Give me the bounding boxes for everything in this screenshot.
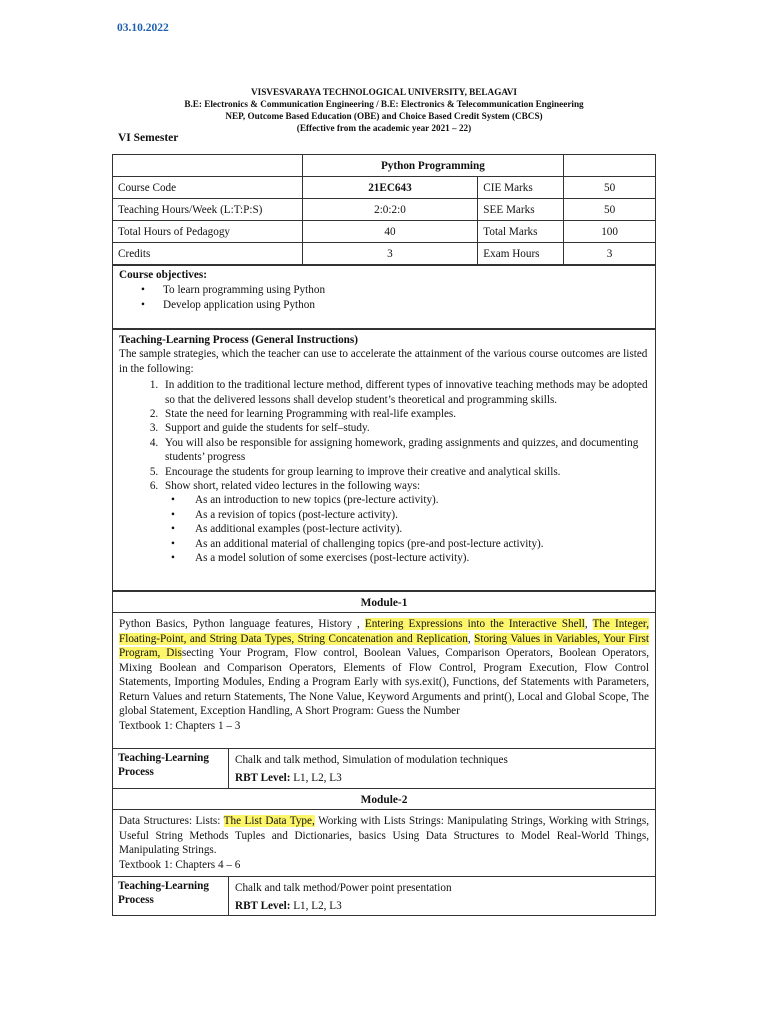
rbt-label: RBT Level: (235, 772, 291, 784)
list-item: 4. You will also be responsible for assigning homework, grading assignments and quizzes, and documenting students’ progress (161, 436, 649, 465)
list-item: • To learn programming using Python (163, 283, 649, 298)
teaching-learning-process (112, 329, 656, 591)
text-span: Working with Lists Strings: Manipulating Strings, Working with Strings, Useful String Methods Tuples and Dictionaries, basics Using Data Structures to Model Real-World Things, Manipulating Strings. (119, 815, 649, 856)
rbt-label: RBT Level: (235, 900, 291, 912)
list-item: 1. In addition to the traditional lecture method, different types of innovative teaching methods may be adopted so that the delivered lessons shall develop student’s theoretical and programming skills. (161, 378, 649, 407)
course-info-table (112, 154, 656, 265)
cell: Exam Hours (478, 243, 564, 265)
tlp-intro: The sample strategies, which the teacher can use to accelerate the attainment of the various course outcomes are listed in the following: (119, 348, 648, 375)
highlighted-text: Storing Values in Variables, Your First Program, Dis (119, 632, 650, 659)
table-row (113, 199, 656, 221)
list-item: • As additional examples (post-lecture activity). (191, 522, 649, 536)
highlighted-text: The List Data Type, (223, 815, 315, 827)
module-1-topics (119, 617, 649, 719)
rbt-level (235, 769, 649, 787)
list-item: • As an additional material of challenging topics (pre-and post-lecture activity). (191, 537, 649, 551)
tlp-heading: Teaching-Learning Process (General Instructions) (119, 334, 358, 346)
table-row (113, 177, 656, 199)
module-1-heading: Module-1 (112, 591, 656, 613)
tl-method: Chalk and talk method/Power point presentation (235, 882, 452, 894)
cell: Teaching Hours/Week (L:T:P:S) (113, 199, 303, 221)
document-date: 03.10.2022 (117, 22, 169, 34)
list-item: • As a revision of topics (post-lecture activity). (191, 508, 649, 522)
cell: 21EC643 (302, 177, 478, 199)
cell: Total Hours of Pedagogy (113, 221, 303, 243)
text-span: Python Basics, Python language features, History , (119, 618, 365, 630)
table-row (113, 221, 656, 243)
list-item-text: Show short, related video lectures in the following ways: (165, 480, 421, 493)
objectives-heading: Course objectives: (119, 269, 207, 281)
tl-method: Chalk and talk method, Simulation of modulation techniques (235, 754, 508, 766)
cell: 50 (564, 177, 656, 199)
cell: 3 (564, 243, 656, 265)
text-span: Data Structures: Lists: (119, 815, 224, 827)
text-span: , (467, 632, 475, 645)
rbt-value: L1, L2, L3 (293, 772, 342, 784)
highlighted-text: Entering Expressions into the Interactive Shell (364, 618, 585, 630)
module-1-teaching-learning (112, 748, 656, 789)
cell: Total Marks (478, 221, 564, 243)
cell: CIE Marks (478, 177, 564, 199)
cell: SEE Marks (478, 199, 564, 221)
text-span: , (584, 618, 593, 630)
table-row (113, 243, 656, 265)
module-2-teaching-learning (112, 876, 656, 916)
list-item (161, 479, 649, 565)
effective-year: (Effective from the academic year 2021 – 22) (296, 123, 472, 133)
course-title-row (113, 155, 656, 177)
cell: 40 (302, 221, 478, 243)
text-span: secting Your Program, Flow control, Boolean Values, Comparison Operators, Boolean Operators, Mixing Boolean and Comparison Operators, Elements of Flow Control, Program Execution, Flow Control Statements, Importing Modules, Ending a Program Early with sys.exit(), Functions, def Statements with Parameters, Return Values and return Statements, The None Value, Keyword Arguments and print(), Local and Global Scope, The global Statement, Exception Handling, A Short Program: Guess the Number (119, 647, 649, 717)
rbt-value: L1, L2, L3 (293, 900, 342, 912)
list-item: • As an introduction to new topics (pre-lecture activity). (191, 493, 649, 507)
cell: 3 (302, 243, 478, 265)
course-title: Python Programming (302, 155, 564, 177)
module-2-topics (119, 814, 649, 858)
list-item: 3. Support and guide the students for self–study. (161, 421, 649, 435)
cell: 50 (564, 199, 656, 221)
university-header (0, 86, 768, 134)
course-objectives (112, 265, 656, 329)
rbt-level (235, 897, 649, 915)
programmes: B.E: Electronics & Communication Engineering / B.E: Electronics & Telecommunication Engineering (184, 99, 584, 109)
university-name: VISVESVARAYA TECHNOLOGICAL UNIVERSITY, BELAGAVI (250, 87, 518, 97)
cell: 2:0:2:0 (302, 199, 478, 221)
list-item: • Develop application using Python (163, 298, 649, 313)
semester-label: VI Semester (118, 132, 179, 144)
tl-label: Teaching-Learning Process (113, 749, 229, 788)
list-item: 5. Encourage the students for group learning to improve their creative and analytical skills. (161, 465, 649, 479)
tl-label: Teaching-Learning Process (113, 877, 229, 915)
module-1-textbook: Textbook 1: Chapters 1 – 3 (119, 719, 241, 732)
module-2-heading: Module-2 (112, 788, 656, 810)
highlighted-text: The Integer, Floating-Point, and String Data Types, String Concatenation and Replication (119, 618, 649, 645)
cell: Course Code (113, 177, 303, 199)
cell: 100 (564, 221, 656, 243)
cell: Credits (113, 243, 303, 265)
module-2-content (112, 809, 656, 877)
list-item: 2. State the need for learning Programming with real-life examples. (161, 407, 649, 421)
list-item: • As a model solution of some exercises (post-lecture activity). (191, 551, 649, 565)
module-2-textbook: Textbook 1: Chapters 4 – 6 (119, 858, 241, 871)
scheme: NEP, Outcome Based Education (OBE) and Choice Based Credit System (CBCS) (225, 111, 543, 121)
module-1-content (112, 612, 656, 749)
